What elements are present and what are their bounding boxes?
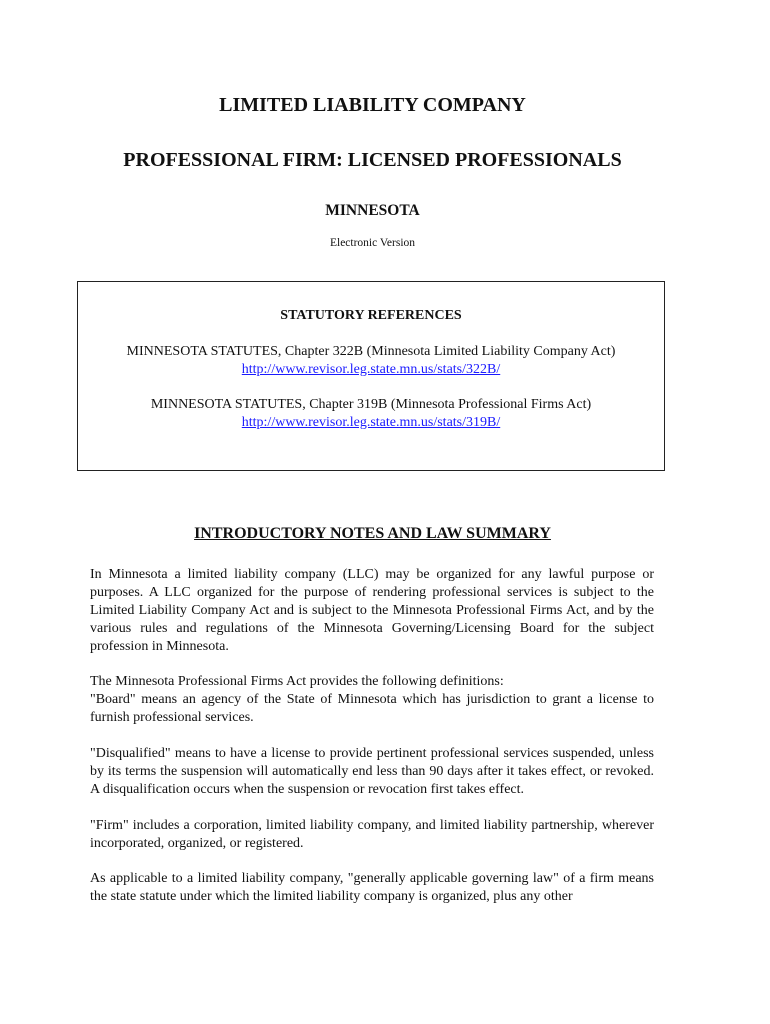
reference-chapter-322b: MINNESOTA STATUTES, Chapter 322B (Minnesota Limited Liability Company Act) [126,344,616,359]
statutory-references-box [77,281,665,471]
reference-link-322b[interactable]: http://www.revisor.leg.state.mn.us/stats/322B/ [241,362,501,377]
paragraph-definitions-intro: The Minnesota Professional Firms Act provides the following definitions: [90,674,504,690]
introductory-notes-heading: INTRODUCTORY NOTES AND LAW SUMMARY [194,525,551,542]
definition-firm: "Firm" includes a corporation, limited liability company, and limited liability partnership, wherever incorporated, organized, or registered. [90,817,654,851]
document-title-line-1: LIMITED LIABILITY COMPANY [219,94,526,116]
reference-link-319b[interactable]: http://www.revisor.leg.state.mn.us/stats/319B/ [241,415,501,430]
definition-board: "Board" means an agency of the State of Minnesota which has jurisdiction to grant a license to furnish professional services. [90,692,654,726]
version-label: Electronic Version [329,237,416,249]
state-heading: MINNESOTA [325,202,420,219]
definition-governing-law: As applicable to a limited liability company, "generally applicable governing law" of a firm means the state statute under which the limited liability company is organized, plus any other [90,871,654,905]
reference-link-319b-row [78,414,664,432]
reference-chapter-319b: MINNESOTA STATUTES, Chapter 319B (Minnesota Professional Firms Act) [150,397,592,412]
reference-link-322b-row [78,361,664,379]
paragraph-llc-purpose: In Minnesota a limited liability company (LLC) may be organized for any lawful purpose or purposes. A LLC organized for the purpose of rendering professional services is subject to the Limited Liability Company Act and is subject to the Minnesota Professional Firms Act, and by the various rules and regulations of the Minnesota Governing/Licensing Board for the subject profession in Minnesota. [90,567,654,654]
introductory-notes-body [90,566,654,924]
statutory-references-heading: STATUTORY REFERENCES [280,308,462,323]
definition-disqualified: "Disqualified" means to have a license to provide pertinent professional services suspended, unless by its terms the suspension will automatically end less than 90 days after it takes effect, or revoked. A disqualification occurs when the suspension or revocation first takes effect. [90,746,654,797]
document-title-line-2: PROFESSIONAL FIRM: LICENSED PROFESSIONALS [123,149,622,171]
